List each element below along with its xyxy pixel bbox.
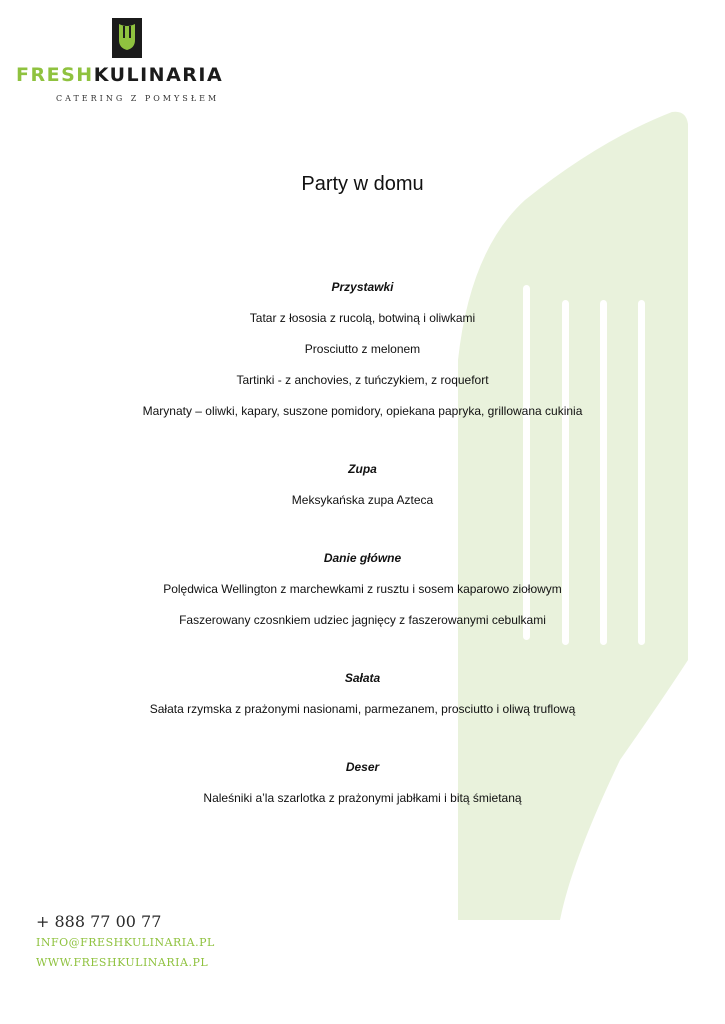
fork-gap [638, 300, 645, 645]
brand-name [16, 64, 223, 86]
page-title: Party w domu [301, 173, 424, 195]
menu-item: Prosciutto z melonem [304, 342, 421, 356]
menu-item: Naleśniki a’la szarlotka z prażonymi jabłkami i bitą śmietaną [203, 791, 522, 805]
section-heading: Sałata [344, 671, 381, 685]
section-heading: Danie główne [323, 551, 402, 565]
menu-item: Marynaty – oliwki, kapary, suszone pomidory, opiekana papryka, grillowana cukinia [142, 404, 583, 418]
menu-item: Sałata rzymska z prażonymi nasionami, parmezanem, prosciutto i oliwą truflową [149, 702, 576, 716]
section-heading: Deser [345, 760, 380, 774]
brand-tagline: CATERING Z POMYSŁEM [56, 94, 220, 103]
menu-item: Polędwica Wellington z marchewkami z rusztu i sosem kaparowo ziołowym [163, 582, 562, 596]
menu-item: Faszerowany czosnkiem udziec jagnięcy z faszerowanymi cebulkami [179, 613, 546, 627]
phone-number: + 888 77 00 77 [36, 912, 162, 931]
brand-name-fresh: FRESH [16, 64, 94, 86]
section-heading: Zupa [348, 462, 377, 476]
menu-section-deser [100, 757, 625, 808]
menu-item: Meksykańska zupa Azteca [291, 493, 434, 507]
menu-section-zupa [100, 459, 625, 510]
email-address[interactable]: INFO@FRESHKULINARIA.PL [36, 936, 215, 949]
menu-item: Tatar z łososia z rucolą, botwiną i oliwkami [249, 311, 476, 325]
menu-section-salata [100, 668, 625, 719]
brand-name-kulinaria: KULINARIA [93, 64, 224, 86]
menu-section-przystawki [100, 277, 625, 421]
menu-item: Tartinki - z anchovies, z tuńczykiem, z roquefort [236, 373, 489, 387]
menu [100, 168, 625, 808]
menu-section-danie-glowne [100, 548, 625, 630]
fork-leaf-icon [112, 18, 142, 58]
contact-block [36, 911, 215, 973]
website-link[interactable]: WWW.FRESHKULINARIA.PL [36, 956, 209, 969]
brand-logo [16, 16, 246, 106]
section-heading: Przystawki [331, 280, 394, 294]
